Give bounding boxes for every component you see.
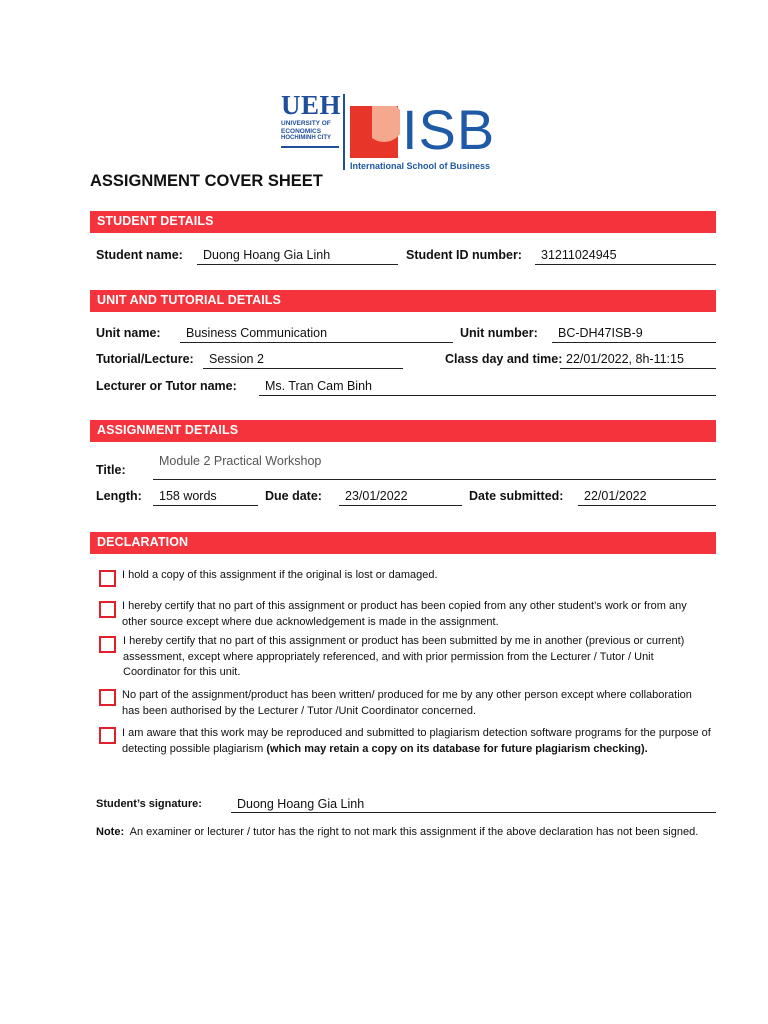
lecturer-label: Lecturer or Tutor name: bbox=[96, 379, 237, 393]
declaration-checkbox-3[interactable] bbox=[99, 636, 116, 653]
assignment-details-bar bbox=[90, 420, 716, 442]
student-name-field[interactable]: Duong Hoang Gia Linh bbox=[197, 247, 398, 265]
lecturer-field[interactable]: Ms. Tran Cam Binh bbox=[259, 378, 716, 396]
length-label: Length: bbox=[96, 489, 142, 503]
unit-number-field[interactable]: BC-DH47ISB-9 bbox=[552, 325, 716, 343]
isb-logo-mark-icon bbox=[350, 106, 400, 158]
unit-details-bar bbox=[90, 290, 716, 312]
declaration-checkbox-1[interactable] bbox=[99, 570, 116, 587]
date-submitted-label: Date submitted: bbox=[469, 489, 564, 503]
date-submitted-field[interactable]: 22/01/2022 bbox=[578, 488, 716, 506]
isb-logo-sub: International School of Business bbox=[350, 161, 491, 171]
due-date-field[interactable]: 23/01/2022 bbox=[339, 488, 462, 506]
ueh-logo bbox=[281, 92, 341, 148]
isb-logo-text: ISB bbox=[402, 98, 496, 161]
unit-number-label: Unit number: bbox=[460, 326, 538, 340]
declaration-text-1: I hold a copy of this assignment if the original is lost or damaged. bbox=[122, 569, 438, 581]
signature-field[interactable]: Duong Hoang Gia Linh bbox=[231, 796, 716, 813]
assignment-title-label: Title: bbox=[96, 463, 126, 477]
tutorial-field[interactable]: Session 2 bbox=[203, 351, 403, 369]
declaration-checkbox-4[interactable] bbox=[99, 689, 116, 706]
declaration-header: DECLARATION bbox=[97, 535, 189, 549]
student-details-bar bbox=[90, 211, 716, 233]
assignment-title-field[interactable]: Module 2 Practical Workshop bbox=[153, 452, 716, 480]
page-title: ASSIGNMENT COVER SHEET bbox=[90, 172, 323, 190]
tutorial-label: Tutorial/Lecture: bbox=[96, 352, 194, 366]
declaration-checkbox-5[interactable] bbox=[99, 727, 116, 744]
declaration-checkbox-2[interactable] bbox=[99, 601, 116, 618]
declaration-text-5-bold: (which may retain a copy on its database for future plagiarism checking). bbox=[266, 742, 648, 755]
ueh-logo-sub2: ECONOMICS bbox=[281, 127, 322, 135]
assignment-details-header: ASSIGNMENT DETAILS bbox=[97, 423, 239, 437]
student-name-label: Student name: bbox=[96, 248, 183, 262]
due-date-label: Due date: bbox=[265, 489, 322, 503]
note-label: Note: bbox=[96, 826, 125, 838]
class-day-field[interactable]: 22/01/2022, 8h-11:15 bbox=[560, 351, 716, 369]
note-text: An examiner or lecturer / tutor has the right to not mark this assignment if the above declaration has not been signed. bbox=[129, 826, 699, 838]
declaration-text-3: I hereby certify that no part of this assignment or product has been submitted by me in another (previous or current) assessment, except where appropriately referenced, and with prior permission from the Lecturer / Tutor / Unit Coordinator for this unit. bbox=[123, 635, 685, 678]
student-details-header: STUDENT DETAILS bbox=[97, 214, 214, 228]
ueh-logo-text: UEH bbox=[281, 90, 342, 120]
ueh-logo-sub1: UNIVERSITY OF bbox=[281, 120, 331, 127]
signature-label: Student’s signature: bbox=[96, 798, 202, 810]
declaration-text-5-main: I am aware that this work may be reproduced and submitted to plagiarism detection software programs for the purpose of detecting possible plagiarism bbox=[122, 727, 711, 755]
unit-details-header: UNIT AND TUTORIAL DETAILS bbox=[97, 293, 281, 307]
note bbox=[96, 825, 708, 841]
unit-name-field[interactable]: Business Communication bbox=[180, 325, 453, 343]
class-day-label: Class day and time: bbox=[445, 352, 563, 366]
length-field[interactable]: 158 words bbox=[153, 488, 258, 506]
declaration-text-5 bbox=[122, 726, 712, 757]
ueh-logo-sub3: HOCHIMINH CITY bbox=[281, 135, 331, 141]
declaration-text-4: No part of the assignment/product has been written/ produced for me by any other person except where collaboration has been authorised by the Lecturer / Tutor /Unit Coordinator concerned. bbox=[122, 689, 692, 717]
student-id-label: Student ID number: bbox=[406, 248, 522, 262]
declaration-bar bbox=[90, 532, 716, 554]
unit-name-label: Unit name: bbox=[96, 326, 161, 340]
declaration-text-2: I hereby certify that no part of this assignment or product has been copied from any other student’s work or from any other source except where due acknowledgement is made in the assignment. bbox=[122, 600, 687, 628]
student-id-field[interactable]: 31211024945 bbox=[535, 247, 716, 265]
logo-divider bbox=[343, 94, 345, 170]
